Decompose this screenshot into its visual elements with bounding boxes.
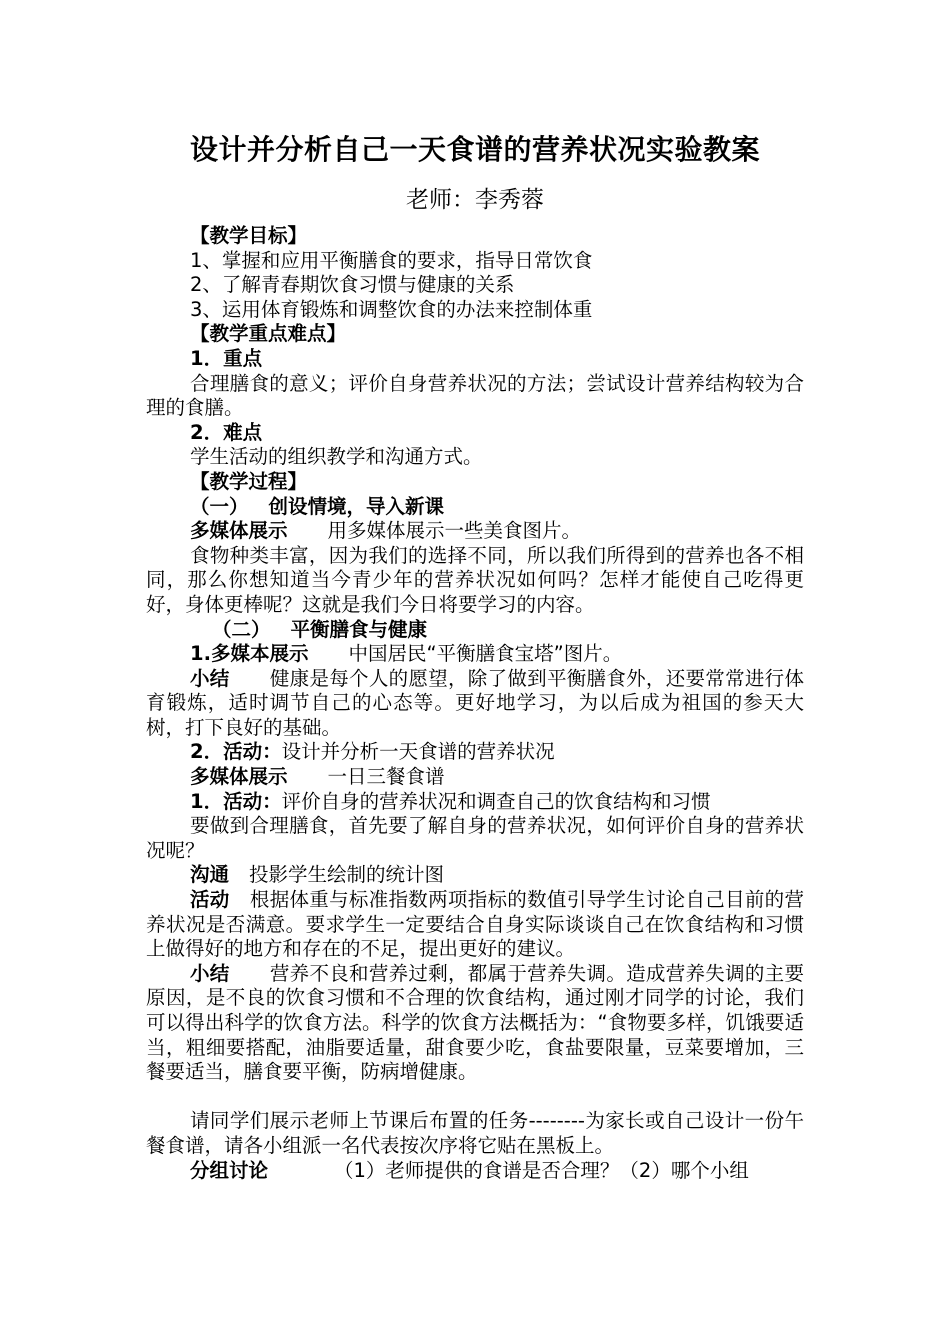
subsection-title: 平衡膳食与健康 xyxy=(290,617,428,641)
subsection-heading xyxy=(146,618,804,643)
difficulty-label: 2．难点 xyxy=(190,420,263,444)
paragraph: 食物种类丰富，因为我们的选择不同，所以我们所得到的营养也各不相同，那么你想知道当今青少年的营养状况如何吗？怎样才能使自己吃得更好，身体更棒呢？这就是我们今日将要学习的内容。 xyxy=(146,543,804,616)
activity-label: 2．活动： xyxy=(190,740,282,764)
communication-label: 沟通 xyxy=(190,863,230,887)
goal-item: 3、运用体育锻炼和调整饮食的办法来控制体重 xyxy=(190,297,593,321)
activity-label: 1．活动： xyxy=(190,789,282,813)
section-heading-process: 【教学过程】 xyxy=(190,469,308,493)
media-line xyxy=(146,765,804,790)
goal-item: 1、掌握和应用平衡膳食的要求，指导日常饮食 xyxy=(190,248,593,272)
media-label: 多媒体展示 xyxy=(190,765,288,789)
document-title: 设计并分析自己一天食谱的营养状况实验教案 xyxy=(189,133,760,166)
group-discussion-text: （1）老师提供的食谱是否合理？（2）哪个小组 xyxy=(334,1158,749,1182)
paragraph: 要做到合理膳食，首先要了解自身的营养状况，如何评价自身的营养状况呢？ xyxy=(146,814,804,862)
media-text: 用多媒体展示一些美食图片。 xyxy=(327,519,582,543)
summary-text: 营养不良和营养过剩，都属于营养失调。造成营养失调的主要原因，是不良的饮食习惯和不合理的饮食结构，通过刚才同学的讨论，我们可以得出科学的饮食方法。科学的饮食方法概括为：“食物要多样，饥饿要适当，粗细要搭配，油脂要适量，甜食要少吃，食盐要限量，豆菜要增加，三餐要适当，膳食要平衡，防病增健康。 xyxy=(146,961,804,1084)
activity-text: 设计并分析一天食谱的营养状况 xyxy=(281,740,555,764)
subsection-title: 创设情境，导入新课 xyxy=(268,494,445,518)
goal-item: 2、了解青春期饮食习惯与健康的关系 xyxy=(190,273,515,297)
subsection-number: （一） xyxy=(190,494,249,518)
activity-text: 评价自身的营养状况和调查自己的饮食结构和习惯 xyxy=(281,789,711,813)
summary-paragraph xyxy=(146,962,804,1085)
teacher-name: 老师：李秀蓉 xyxy=(406,187,544,213)
communication-text: 投影学生绘制的统计图 xyxy=(249,863,445,887)
activity-text: 根据体重与标准指数两项指标的数值引导学生讨论自己目前的营养状况是否满意。要求学生一定要结合自身实际谈谈自己在饮食结构和习惯上做得好的地方和存在的不足，提出更好的建议。 xyxy=(146,888,804,961)
media-text: 中国居民“平衡膳食宝塔”图片。 xyxy=(348,642,623,666)
paragraph: 请同学们展示老师上节课后布置的任务--------为家长或自己设计一份午餐食谱，请各小组派一名代表按次序将它贴在黑板上。 xyxy=(146,1109,804,1157)
media-label: 多媒体展示 xyxy=(190,519,288,543)
activity-line xyxy=(146,740,804,765)
summary-text: 健康是每个人的愿望，除了做到平衡膳食外，还要常常进行体育锻炼，适时调节自己的心态等。更好地学习，为以后成为祖国的参天大树，打下良好的基础。 xyxy=(146,666,804,739)
activity-label: 活动 xyxy=(190,888,230,912)
difficulty-text: 学生活动的组织教学和沟通方式。 xyxy=(190,445,483,469)
summary-paragraph xyxy=(146,667,804,741)
media-label: 1.多媒本展示 xyxy=(190,642,309,666)
key-point-label: 1．重点 xyxy=(190,346,263,370)
activity-paragraph xyxy=(146,888,804,962)
document-body xyxy=(146,224,804,1183)
group-discussion-line xyxy=(146,1159,804,1184)
blank-line xyxy=(146,1085,804,1110)
key-point-text: 合理膳食的意义；评价自身营养状况的方法；尝试设计营养结构较为合理的食膳。 xyxy=(146,371,804,420)
media-text: 一日三餐食谱 xyxy=(327,765,445,789)
media-line xyxy=(146,642,804,667)
activity-line xyxy=(146,790,804,815)
subsection-heading xyxy=(146,495,804,520)
communication-line xyxy=(146,863,804,888)
summary-label: 小结 xyxy=(190,666,230,690)
subsection-number: （二） xyxy=(212,617,271,641)
group-discussion-label: 分组讨论 xyxy=(190,1158,269,1182)
section-heading-key-points: 【教学重点难点】 xyxy=(190,322,347,346)
section-heading-goals: 【教学目标】 xyxy=(190,224,308,247)
media-line xyxy=(146,519,804,544)
summary-label: 小结 xyxy=(190,961,230,985)
